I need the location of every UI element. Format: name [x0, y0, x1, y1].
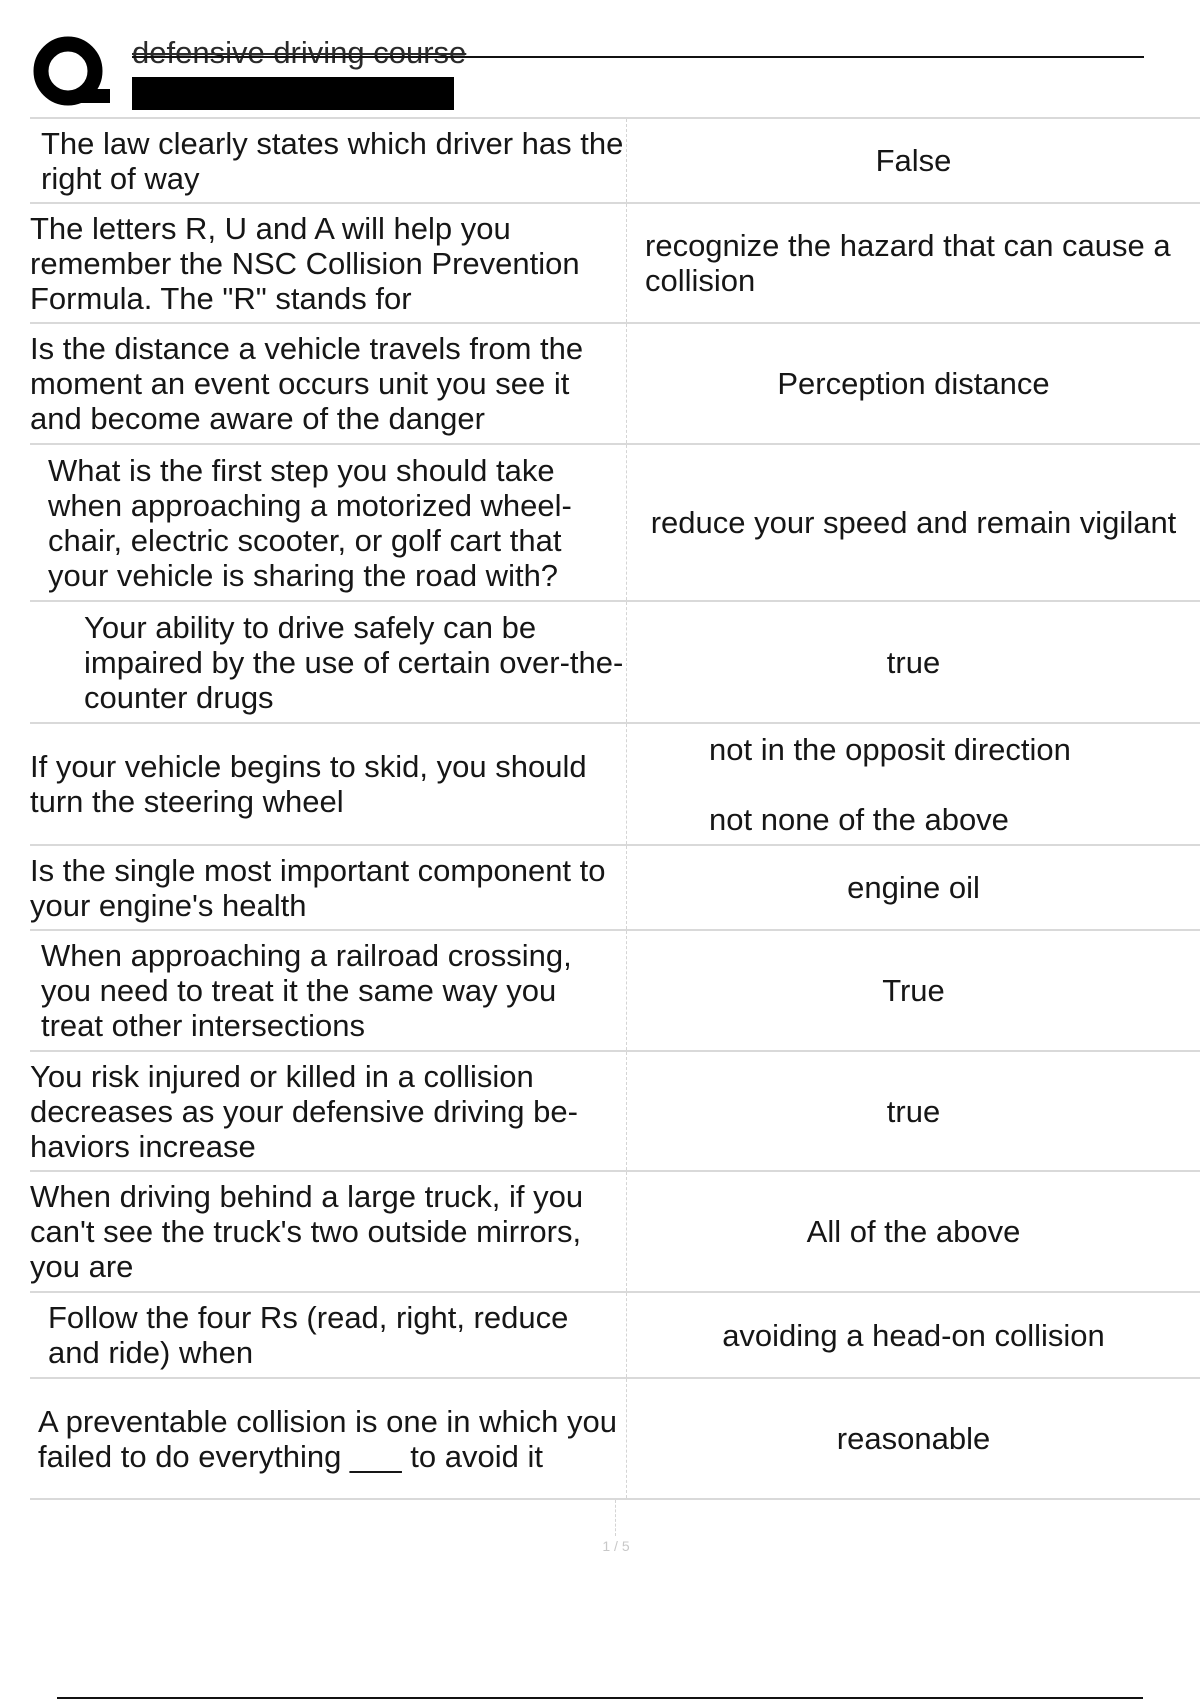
card-question: What is the first step you should take when approaching a motorized wheel- chair, electric scooter, or golf cart that your vehicle is sharing the road with? — [30, 444, 627, 601]
document-header — [0, 0, 1200, 118]
answer-gap — [627, 767, 1200, 802]
card-question: A preventable collision is one in which you failed to do everything ___ to avoid it — [30, 1378, 627, 1499]
card-row — [30, 1292, 1200, 1378]
card-answer: False — [627, 118, 1200, 203]
card-question: The letters R, U and A will help you remember the NSC Collision Prevention Formula. The "R" stands for — [30, 203, 627, 323]
card-row — [30, 930, 1200, 1051]
redaction-bar — [132, 77, 454, 110]
card-answer: recognize the hazard that can cause a collision — [627, 203, 1200, 323]
card-answer: True — [627, 930, 1200, 1051]
card-row — [30, 1171, 1200, 1292]
card-question: When driving behind a large truck, if you can't see the truck's two outside mirrors, you are — [30, 1171, 627, 1292]
card-question: The law clearly states which driver has the right of way — [30, 118, 627, 203]
document-title: defensive driving course — [132, 35, 467, 70]
answer-line-1: not in the opposit direction — [709, 731, 1071, 767]
card-answer: true — [627, 1051, 1200, 1171]
card-question: If your vehicle begins to skid, you should turn the steering wheel — [30, 723, 627, 845]
card-question: You risk injured or killed in a collision decreases as your defensive driving be- haviors increase — [30, 1051, 627, 1171]
title-rule — [132, 56, 1144, 58]
card-row — [30, 1378, 1200, 1499]
card-question: Is the single most important component to your engine's health — [30, 845, 627, 930]
card-row — [30, 203, 1200, 323]
card-row — [30, 723, 1200, 845]
footer-rule — [57, 1697, 1143, 1699]
card-row — [30, 323, 1200, 444]
card-row — [30, 118, 1200, 203]
card-question: Your ability to drive safely can be impaired by the use of certain over-the-counter drugs — [30, 601, 627, 723]
page-number: 1 / 5 — [602, 1538, 630, 1554]
column-divider-tail — [615, 1500, 616, 1536]
card-answer: true — [627, 601, 1200, 723]
card-answer: Perception distance — [627, 323, 1200, 444]
card-answer: All of the above — [627, 1171, 1200, 1292]
card-row — [30, 1051, 1200, 1171]
card-row — [30, 444, 1200, 601]
answer-line-2: not none of the above — [709, 801, 1009, 837]
card-answer-multi — [627, 723, 1200, 845]
card-question: Is the distance a vehicle travels from the moment an event occurs unit you see it and become aware of the danger — [30, 323, 627, 444]
q-logo-icon — [30, 33, 112, 115]
card-row — [30, 845, 1200, 930]
card-answer: engine oil — [627, 845, 1200, 930]
card-question: When approaching a railroad crossing, you need to treat it the same way you treat other intersections — [30, 930, 627, 1051]
card-answer: reduce your speed and remain vigilant — [627, 444, 1200, 601]
card-answer: avoiding a head-on collision — [627, 1292, 1200, 1378]
card-row — [30, 601, 1200, 723]
flashcard-table — [30, 117, 1200, 1500]
card-question: Follow the four Rs (read, right, reduce and ride) when — [30, 1292, 627, 1378]
card-answer: reasonable — [627, 1378, 1200, 1499]
